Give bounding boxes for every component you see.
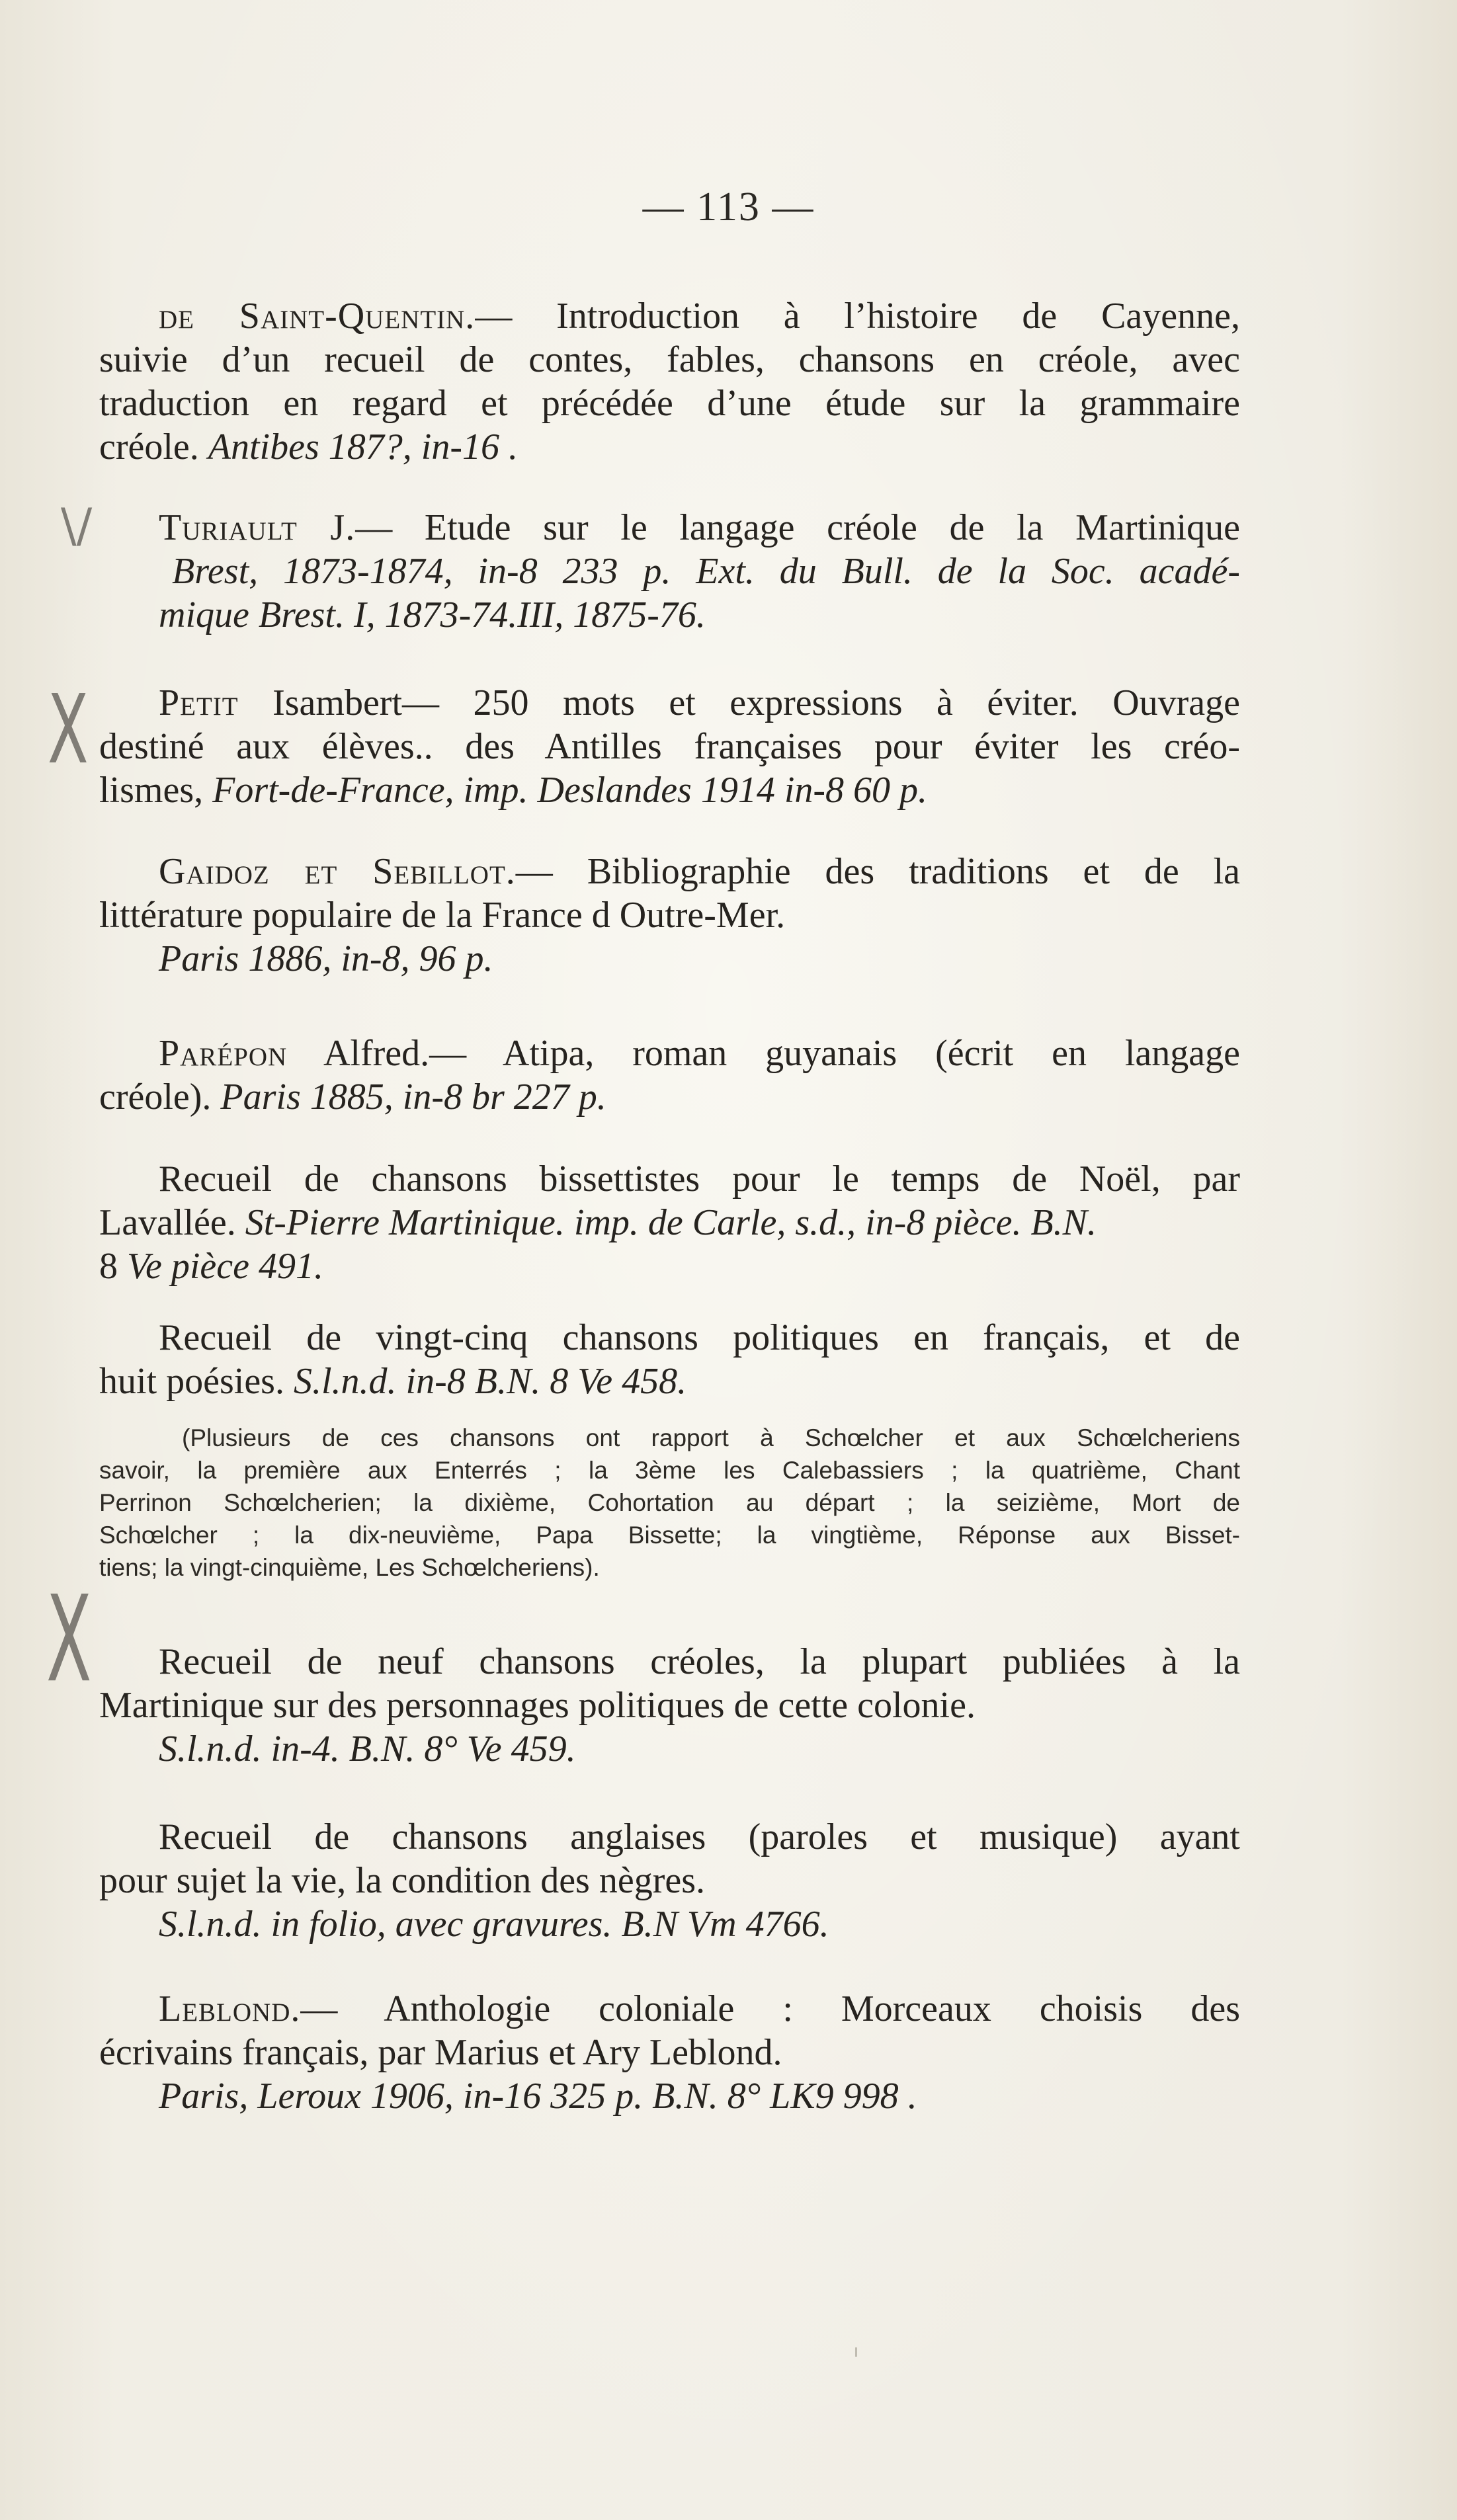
entry-line: Recueil de neuf chansons créoles, la plupart publiées à la xyxy=(159,1641,1240,1682)
entry-text: créole. xyxy=(99,427,208,467)
entry-line: Recueil de vingt-cinq chansons politiques en français, et de xyxy=(159,1317,1240,1358)
publication-info: Paris 1885, in-8 br 227 p. xyxy=(220,1077,606,1118)
author-name: Petit xyxy=(159,682,239,723)
entry-text: — Bibliographie des traditions et de la xyxy=(515,851,1240,892)
publication-info: mique Brest. I, 1873-74.III, 1875-76. xyxy=(159,594,706,635)
page-number: — 113 — xyxy=(642,184,815,229)
entry-line xyxy=(99,506,1240,549)
entry-line: Recueil de chansons bissettistes pour le temps de Noël, par xyxy=(159,1158,1240,1199)
entry-line: traduction en regard et précédée d’une étude sur la grammaire xyxy=(99,383,1240,424)
bibliography-entry xyxy=(99,1987,1240,2118)
publication-info: S.l.n.d. in-8 B.N. 8 Ve 458. xyxy=(293,1361,687,1402)
author-name: Parépon xyxy=(159,1033,288,1074)
entry-text: 8 xyxy=(99,1246,127,1287)
entry-line xyxy=(99,1244,1240,1288)
bibliography-entry xyxy=(99,506,1240,637)
entry-text: Lavallée. xyxy=(99,1202,245,1243)
bibliography-entry xyxy=(99,294,1240,469)
entry-line xyxy=(99,850,1240,893)
entry-line xyxy=(99,1032,1240,1075)
bibliography-entry xyxy=(99,1032,1240,1119)
entry-line: Recueil de chansons anglaises (paroles et musique) ayant xyxy=(159,1816,1240,1857)
entry-line: pour sujet la vie, la condition des nègres. xyxy=(99,1860,705,1901)
bibliography-entry xyxy=(99,1815,1240,1946)
entry-text: — Etude sur le langage créole de la Martinique xyxy=(355,507,1240,548)
publication-info: Brest, 1873-1874, in-8 233 p. Ext. du Bull. de la Soc. acadé- xyxy=(172,551,1240,592)
entry-text: huit poésies. xyxy=(99,1361,294,1402)
paper-speck xyxy=(855,2347,857,2357)
publication-info: Fort-de-France, imp. Deslandes 1914 in-8 60 p. xyxy=(212,770,928,811)
margin-mark-x: X xyxy=(46,1569,92,1709)
entry-line: littérature populaire de la France d Outre-Mer. xyxy=(99,895,786,936)
entry-text: Isambert— 250 mots et expressions à éviter. Ouvrage xyxy=(238,682,1240,723)
entry-line xyxy=(99,425,1240,469)
note-line: tiens; la vingt-cinquième, Les Schœlcheriens). xyxy=(99,1554,600,1581)
publication-info: S.l.n.d. in folio, avec gravures. B.N Vm 4766. xyxy=(159,1904,829,1945)
publication-info: Paris, Leroux 1906, in-16 325 p. B.N. 8° LK9 998 . xyxy=(159,2076,917,2117)
publication-info: S.l.n.d. in-4. B.N. 8° Ve 459. xyxy=(159,1728,576,1769)
note-line: savoir, la première aux Enterrés ; la 3ème les Calebassiers ; la quatrième, Chant xyxy=(99,1457,1240,1484)
entry-text: Alfred.— Atipa, roman guyanais (écrit en langage xyxy=(287,1033,1240,1074)
entry-text: — Anthologie coloniale : Morceaux choisis des xyxy=(300,1988,1240,2029)
entry-line xyxy=(99,294,1240,338)
bibliography-entry xyxy=(99,1640,1240,1771)
publication-info: Paris 1886, in-8, 96 p. xyxy=(159,938,493,979)
author-name: Turiault J. xyxy=(159,507,356,548)
entry-line: suivie d’un recueil de contes, fables, chansons en créole, avec xyxy=(99,339,1240,380)
publication-info: St-Pierre Martinique. imp. de Carle, s.d., in-8 pièce. B.N. xyxy=(245,1202,1097,1243)
author-name: Gaidoz et Sebillot. xyxy=(159,851,516,892)
entry-line: destiné aux élèves.. des Antilles françaises pour éviter les créo- xyxy=(99,726,1240,767)
author-name: Leblond. xyxy=(159,1988,301,2029)
author-name: de Saint-Quentin. xyxy=(159,296,476,337)
publication-info: Antibes 187?, in-16 . xyxy=(208,427,518,467)
entry-text: lismes, xyxy=(99,770,213,811)
entry-line xyxy=(99,768,1240,812)
entry-line xyxy=(99,1987,1240,2031)
bibliography-entry xyxy=(99,1316,1240,1584)
entry-note xyxy=(99,1422,1240,1584)
entry-line: Martinique sur des personnages politiques de cette colonie. xyxy=(99,1685,976,1726)
margin-mark-check: \/ xyxy=(61,499,93,553)
bibliography-entry xyxy=(99,1157,1240,1288)
note-line: Perrinon Schœlcherien; la dixième, Cohortation au départ ; la seizième, Mort de xyxy=(99,1489,1240,1516)
bibliography-entry xyxy=(99,681,1240,812)
entry-line: écrivains français, par Marius et Ary Leblond. xyxy=(99,2032,782,2073)
margin-mark-x: X xyxy=(48,674,89,786)
entry-text: créole). xyxy=(99,1077,221,1118)
publication-info: Ve pièce 491. xyxy=(127,1246,323,1287)
entry-text: — Introduction à l’histoire de Cayenne, xyxy=(475,296,1240,337)
entry-line xyxy=(99,1201,1240,1244)
note-line: (Plusieurs de ces chansons ont rapport à Schœlcher et aux Schœlcheriens xyxy=(182,1424,1240,1451)
bibliography-entry xyxy=(99,850,1240,981)
entry-line xyxy=(99,1360,1240,1403)
note-line: Schœlcher ; la dix-neuvième, Papa Bissette; la vingtième, Réponse aux Bisset- xyxy=(99,1522,1240,1549)
entry-line xyxy=(99,1075,1240,1119)
entry-line xyxy=(99,681,1240,725)
